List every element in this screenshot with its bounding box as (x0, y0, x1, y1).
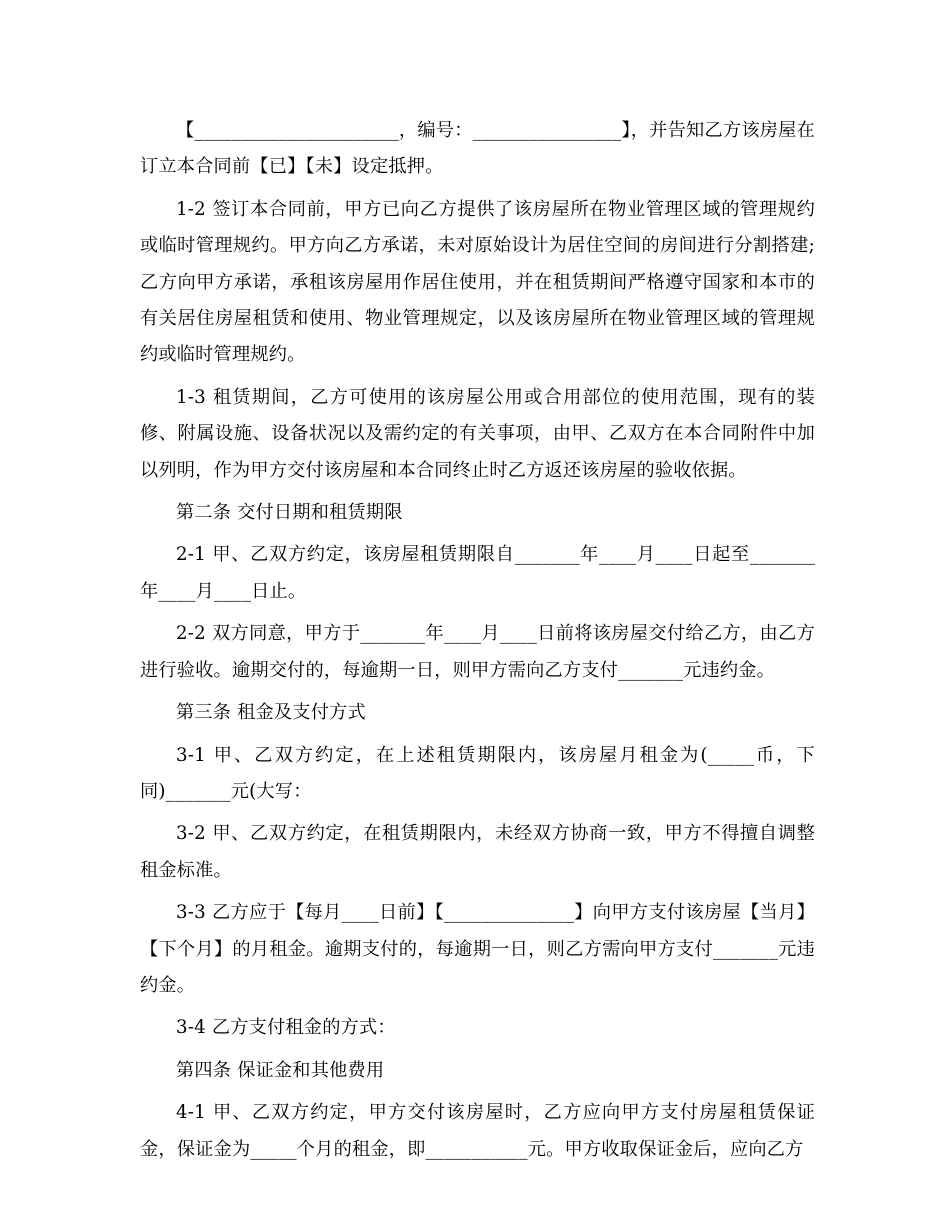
section-heading-4: 第四条 保证金和其他费用 (176, 1059, 385, 1081)
paragraph-1-2: 1-2 签订本合同前，甲方已向乙方提供了该房屋所在物业管理区域的管理规约或临时管理规约。甲方向乙方承诺，未对原始设计为居住空间的房间进行分割搭建;乙方向甲方承诺，承租该房屋用作居住使用，并在租赁期间严格遵守国家和本市的有关居住房屋租赁和使用、物业管理规定，以及该房屋所在物业管理区域的管理规约或临时管理规约。 (140, 198, 815, 366)
paragraph-3-3: 3-3 乙方应于【每月____日前】【______________】向甲方支付该房屋【当月】【下个月】的月租金。逾期支付的，每逾期一日，则乙方需向甲方支付_______元违约金。 (140, 902, 815, 996)
paragraph-2-1: 2-1 甲、乙双方约定，该房屋租赁期限自_______年____月____日起至_______年____月____日止。 (140, 544, 815, 602)
paragraph-mortgage-clause: 【______________________，编号：________________】，并告知乙方该房屋在订立本合同前【已】【未】设定抵押。 (140, 120, 815, 178)
paragraph-4-1: 4-1 甲、乙双方约定，甲方交付该房屋时，乙方应向甲方支付房屋租赁保证金，保证金为_____个月的租金，即___________元。甲方收取保证金后，应向乙方 (140, 1102, 815, 1160)
section-heading-2: 第二条 交付日期和租赁期限 (176, 502, 403, 524)
paragraph-1-3: 1-3 租赁期间，乙方可使用的该房屋公用或合用部位的使用范围，现有的装修、附属设施、设备状况以及需约定的有关事项，由甲、乙双方在本合同附件中加以列明，作为甲方交付该房屋和本合同终止时乙方返还该房屋的验收依据。 (140, 386, 815, 481)
paragraph-2-2: 2-2 双方同意，甲方于_______年____月____日前将该房屋交付给乙方，由乙方进行验收。逾期交付的，每逾期一日，则甲方需向乙方支付_______元违约金。 (140, 623, 815, 681)
paragraph-3-2: 3-2 甲、乙双方约定，在租赁期限内，未经双方协商一致，甲方不得擅自调整租金标准。 (140, 823, 815, 881)
section-heading-3: 第三条 租金及支付方式 (176, 702, 366, 724)
paragraph-3-1: 3-1 甲、乙双方约定，在上述租赁期限内，该房屋月租金为(_____币，下同)_______元(大写： (140, 744, 815, 802)
paragraph-3-4: 3-4 乙方支付租金的方式： (176, 1017, 396, 1039)
contract-page (140, 113, 815, 1174)
